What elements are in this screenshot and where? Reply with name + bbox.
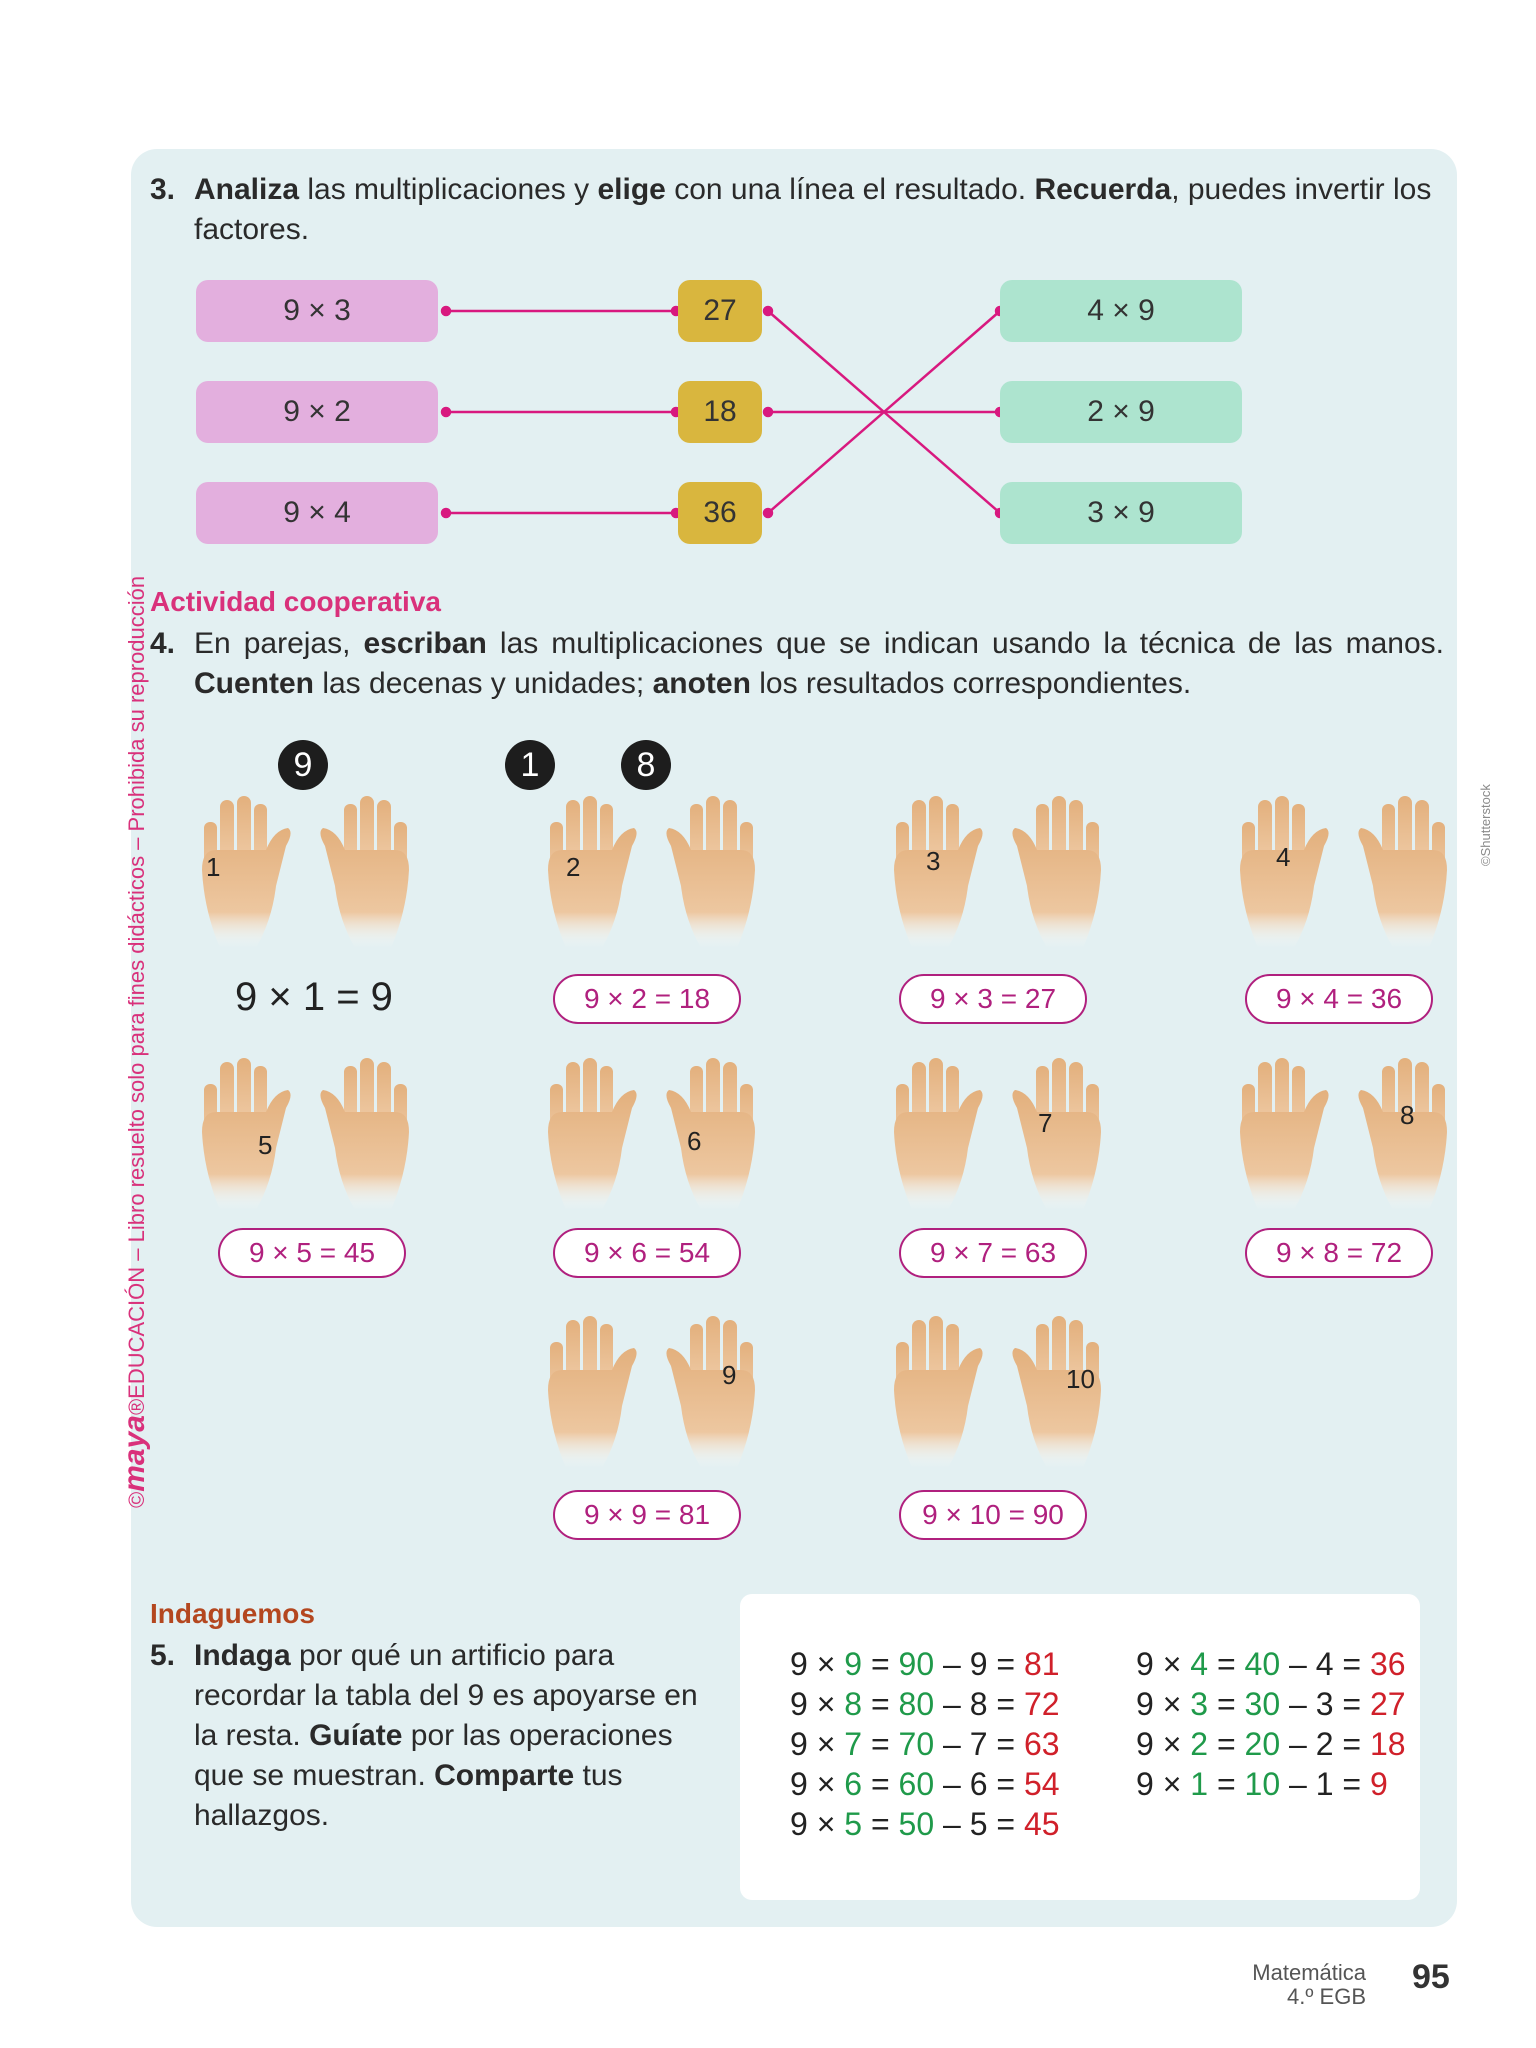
- equation-part: – 1 =: [1280, 1766, 1370, 1802]
- equation-part: – 9 =: [934, 1646, 1024, 1682]
- equation-line: [1136, 1764, 1388, 1804]
- result-pill: 9 × 7 = 63: [899, 1228, 1087, 1278]
- equation-part: 27: [1369, 1686, 1406, 1722]
- left-factor-box: 9 × 2: [196, 381, 438, 443]
- section-title-inquiry: Indaguemos: [150, 1598, 315, 1629]
- finger-number: 8: [1400, 1100, 1415, 1130]
- text: por las operaciones que se muestran.: [194, 1719, 673, 1792]
- result-pill: 9 × 4 = 36: [1245, 974, 1433, 1024]
- equation-line: [1136, 1684, 1406, 1724]
- right-factor-box: 4 × 9: [1000, 280, 1242, 342]
- finger-number: 6: [687, 1126, 702, 1156]
- result-pill: 9 × 6 = 54: [553, 1228, 741, 1278]
- equation-part: =: [862, 1686, 899, 1722]
- hand-pair: [1234, 1052, 1444, 1212]
- result-pill: 9 × 8 = 72: [1245, 1228, 1433, 1278]
- result-pill: 9 × 2 = 18: [553, 974, 741, 1024]
- equation-part: 6: [844, 1766, 863, 1802]
- copyright-text: ®EDUCACIÓN – Libro resuelto solo para fines didácticos – Prohibida su reproducción: [124, 575, 149, 1416]
- equation-part: 30: [1244, 1686, 1281, 1722]
- text: las multiplicaciones y: [299, 173, 598, 206]
- equation-line: [1136, 1644, 1406, 1684]
- equation-line: [790, 1684, 1060, 1724]
- finger-number: 2: [566, 852, 581, 882]
- keyword: anoten: [652, 667, 751, 700]
- text: las multiplicaciones que se indican usando la técnica de las manos.: [486, 627, 1445, 660]
- text: las decenas y unidades;: [314, 667, 653, 700]
- image-credit: ©Shutterstock: [1478, 784, 1493, 866]
- equation-part: =: [862, 1766, 899, 1802]
- finger-number: 3: [926, 846, 941, 876]
- page-number: 95: [1412, 1958, 1450, 1996]
- finger-number: 9: [722, 1360, 737, 1390]
- result-box: 18: [678, 381, 762, 443]
- keyword: escriban: [363, 627, 487, 660]
- question-number: 3.: [150, 173, 176, 206]
- equation-part: 4: [1190, 1646, 1209, 1682]
- text: los resultados correspondientes.: [750, 667, 1192, 700]
- equation-part: 7: [844, 1726, 863, 1762]
- badge-number: 8: [621, 740, 671, 790]
- equation-part: 72: [1023, 1686, 1060, 1722]
- hands-icon: [1234, 790, 1454, 955]
- keyword: Guíate: [309, 1719, 403, 1752]
- hand-pair: [888, 1310, 1098, 1470]
- equation-line: [790, 1724, 1060, 1764]
- equation-part: 54: [1023, 1766, 1060, 1802]
- equation-part: 60: [898, 1766, 935, 1802]
- equation-part: – 7 =: [934, 1726, 1024, 1762]
- equation-part: – 5 =: [934, 1806, 1024, 1842]
- equation-part: 9 ×: [1136, 1766, 1191, 1802]
- result-pill: 9 × 10 = 90: [899, 1490, 1087, 1540]
- equation-part: 9 ×: [1136, 1646, 1191, 1682]
- equation-line: [790, 1764, 1060, 1804]
- equation-part: – 6 =: [934, 1766, 1024, 1802]
- result-box: 36: [678, 482, 762, 544]
- keyword: Cuenten: [194, 667, 314, 700]
- equation-part: 9: [844, 1646, 863, 1682]
- section-title-cooperative: Actividad cooperativa: [150, 586, 441, 617]
- hands-icon: [888, 1052, 1108, 1217]
- hands-icon: [196, 1052, 416, 1217]
- text: En parejas,: [194, 627, 364, 660]
- hand-pair: [542, 1052, 752, 1212]
- hands-icon: [1234, 1052, 1454, 1217]
- question-5-text: [150, 1636, 714, 1836]
- example-equation: 9 × 1 = 9: [235, 975, 393, 1019]
- hand-pair: [1234, 790, 1444, 950]
- hand-pair: [888, 1052, 1098, 1212]
- finger-number: 10: [1066, 1364, 1095, 1394]
- equation-part: 9 ×: [790, 1686, 845, 1722]
- hand-pair: [196, 1052, 406, 1212]
- equation-part: 40: [1244, 1646, 1281, 1682]
- finger-number: 5: [258, 1130, 273, 1160]
- equation-part: =: [1208, 1646, 1245, 1682]
- equation-part: 36: [1369, 1646, 1406, 1682]
- question-number: 5.: [150, 1639, 176, 1672]
- right-factor-box: 3 × 9: [1000, 482, 1242, 544]
- question-number: 4.: [150, 627, 176, 660]
- hands-icon: [196, 790, 416, 955]
- finger-number: 4: [1276, 842, 1291, 872]
- result-box: 27: [678, 280, 762, 342]
- equation-part: 10: [1244, 1766, 1281, 1802]
- equation-part: 1: [1190, 1766, 1209, 1802]
- equation-part: 9 ×: [790, 1766, 845, 1802]
- equation-part: 5: [844, 1806, 863, 1842]
- equation-part: =: [1208, 1766, 1245, 1802]
- equation-line: [1136, 1724, 1406, 1764]
- equation-line: [790, 1804, 1060, 1844]
- subtraction-trick-box: [740, 1594, 1420, 1900]
- equation-part: 8: [844, 1686, 863, 1722]
- equation-part: – 4 =: [1280, 1646, 1370, 1682]
- text: por qué un artificio para recordar la tabla del 9 es apoyarse en la resta.: [194, 1639, 698, 1752]
- hands-icon: [888, 790, 1108, 955]
- result-pill: 9 × 3 = 27: [899, 974, 1087, 1024]
- badge-number: 1: [505, 740, 555, 790]
- equation-part: – 8 =: [934, 1686, 1024, 1722]
- equation-part: 20: [1244, 1726, 1281, 1762]
- hand-pair: [888, 790, 1098, 950]
- subject-label: Matemática: [1252, 1960, 1366, 1985]
- equation-part: 45: [1023, 1806, 1060, 1842]
- grade-label: 4.º EGB: [1287, 1984, 1366, 2009]
- finger-number: 1: [206, 852, 221, 882]
- text: tus hallazgos.: [194, 1759, 623, 1832]
- equation-part: =: [862, 1726, 899, 1762]
- equation-part: 9 ×: [790, 1726, 845, 1762]
- equation-part: 18: [1369, 1726, 1406, 1762]
- hand-pair: [196, 790, 406, 950]
- equation-line: [790, 1644, 1060, 1684]
- equation-part: – 2 =: [1280, 1726, 1370, 1762]
- badge-number: 9: [278, 740, 328, 790]
- finger-number: 7: [1038, 1108, 1053, 1138]
- equation-part: 80: [898, 1686, 935, 1722]
- equation-part: 90: [898, 1646, 935, 1682]
- equation-part: =: [1208, 1686, 1245, 1722]
- keyword: Indaga: [194, 1639, 291, 1672]
- copyright-symbol: ©: [124, 1491, 149, 1508]
- text: , puedes invertir los factores.: [194, 173, 1432, 246]
- hands-icon: [542, 1310, 762, 1475]
- equation-part: 70: [898, 1726, 935, 1762]
- left-factor-box: 9 × 4: [196, 482, 438, 544]
- hand-pair: [542, 1310, 752, 1470]
- equation-part: 9: [1369, 1766, 1388, 1802]
- equation-part: 3: [1190, 1686, 1209, 1722]
- brand-logo: maya: [118, 1415, 151, 1492]
- equation-part: 9 ×: [1136, 1686, 1191, 1722]
- keyword: Comparte: [434, 1759, 575, 1792]
- equation-part: =: [1208, 1726, 1245, 1762]
- equation-part: =: [862, 1806, 899, 1842]
- equation-part: 9 ×: [790, 1806, 845, 1842]
- keyword: Analiza: [194, 173, 300, 206]
- equation-part: 81: [1023, 1646, 1060, 1682]
- equation-part: 50: [898, 1806, 935, 1842]
- equation-part: 9 ×: [1136, 1726, 1191, 1762]
- left-factor-box: 9 × 3: [196, 280, 438, 342]
- hand-pair: [542, 790, 752, 950]
- equation-part: 63: [1023, 1726, 1060, 1762]
- keyword: Recuerda: [1034, 173, 1172, 206]
- equation-part: 2: [1190, 1726, 1209, 1762]
- equation-part: =: [862, 1646, 899, 1682]
- equation-part: – 3 =: [1280, 1686, 1370, 1722]
- hands-icon: [542, 1052, 762, 1217]
- question-4-text: [150, 624, 1445, 704]
- equation-part: 9 ×: [790, 1646, 845, 1682]
- result-pill: 9 × 5 = 45: [218, 1228, 406, 1278]
- result-pill: 9 × 9 = 81: [553, 1490, 741, 1540]
- text: con una línea el resultado.: [665, 173, 1035, 206]
- right-factor-box: 2 × 9: [1000, 381, 1242, 443]
- keyword: elige: [597, 173, 666, 206]
